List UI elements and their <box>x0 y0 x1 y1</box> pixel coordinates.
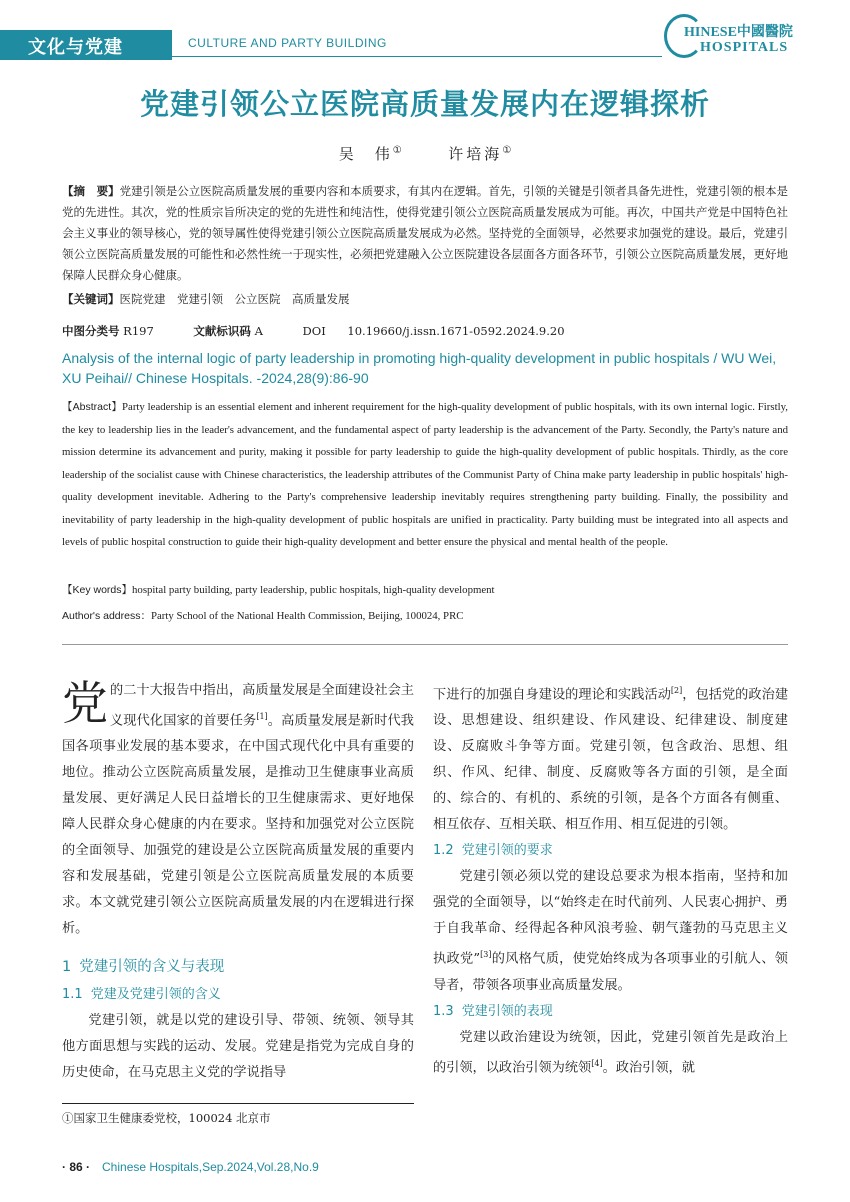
citation-ref: [2] <box>670 686 683 695</box>
subsection-heading: 1.2 党建引领的要求 <box>433 843 553 859</box>
section-title-cn: 文化与党建 <box>28 37 123 58</box>
keywords-cn-label: 【关键词】 <box>62 292 120 306</box>
subsection-heading: 1.3 党建引领的表现 <box>433 1003 553 1019</box>
author-name: 许培海 <box>448 145 503 163</box>
article-title: 党建引领公立医院高质量发展内在逻辑探析 <box>139 87 710 121</box>
clc-value: R197 <box>123 324 154 338</box>
citation-ref: [1] <box>256 712 268 721</box>
journal-citation: Chinese Hospitals,Sep.2024,Vol.28,No.9 <box>102 1160 319 1174</box>
citation-ref: [3] <box>480 950 492 960</box>
subsection-heading: 1.1 党建及党建引领的含义 <box>62 987 221 1003</box>
doc-value: A <box>254 324 263 338</box>
author-name: 吴 伟 <box>338 145 393 163</box>
keywords-cn <box>62 291 788 307</box>
doi-label: DOI <box>302 324 326 338</box>
drop-cap: 党 <box>62 676 108 730</box>
footnote-rule <box>62 1103 414 1104</box>
footnote: ①国家卫生健康委党校，100024 北京市 <box>62 1111 271 1125</box>
abstract-cn-text: 党建引领是公立医院高质量发展的重要内容和本质要求，有其内在逻辑。首先，引领的关键是引领者具备先进性，党建引领的根本是党的先进性。其次，党的性质宗旨所决定的党的先进性和纯洁性，使得党建引领公立医院高质量发展成为可能。再次，中国共产党是中国特色社会主义事业的领导核心，党的领导属性使得党建引领公立医院高质量发展成为必然。坚持党的全面领导，必然要求加强党的建设。最后，党建引领公立医院高质量发展的可能性和必然性统一于现实性，必须把党建融入公立医院建设各层面各方面各环节，引领公立医院高质量发展，更好地保障人民群众身心健康。 <box>62 184 788 282</box>
abstract-cn-label: 【摘 要】 <box>62 184 120 198</box>
doc-label: 文献标识码 <box>193 324 251 338</box>
abstract-en-text: Party leadership is an essential element and inherent requirement for the high-quality development of public hospitals, with its own internal logic. Firstly, the key to leadership lies in the leader's advancement, and the fundamental aspect of party leadership is the advancement of the Party. Secondly, the Party's nature and mission determine its advancement and purity, making it possible for party leadership to guide the high-quality development of public hospitals. Thirdly, as the core leadership of the socialist cause with Chinese characteristics, the leadership attributes of the Communist Party of China make party leadership in public hospitals' high-quality development inevitable. Adhering to the Party's comprehensive leadership inevitably requires strengthening party building. Finally, the possibility and inevitability of party leadership in the high-quality development of public hospitals are unified in practicality. Party building must be integrated into all aspects and levels of public hospital construction to guide their high-quality development and better ensure the physical and mental health of the people. <box>62 401 789 548</box>
abstract-cn <box>62 181 788 286</box>
keywords-cn-text: 医院党建 党建引领 公立医院 高质量发展 <box>119 292 350 306</box>
clc-label: 中图分类号 <box>62 324 120 338</box>
journal-logo <box>664 14 793 60</box>
body-paragraph: 党建引领必须以党的建设总要求为根本指南，坚持和加强党的全面领导，以“始终走在时代前列、人民衷心拥护、勇于自我革命、经得起各种风浪考验、朝气蓬勃的马克思主义执政党”[3]的风格气质，使党始终成为各项事业的引航人、领导者，带领各项事业高质量发展。 <box>433 869 788 993</box>
author-affiliation-mark: ① <box>502 145 512 156</box>
abstract-en-label: 【Abstract】 <box>62 401 123 413</box>
logo-line2: HOSPITALS <box>700 40 789 55</box>
body-paragraph: 党的二十大报告中指出，高质量发展是全面建设社会主义现代化国家的首要任务[1]。高质量发展是新时代我国各项事业发展的基本要求，在中国式现代化中具有重要的地位。推动公立医院高质量发展，是推动卫生健康事业高质量发展、更好满足人民日益增长的卫生健康需求、更好地保障人民群众身心健康的内在要求。坚持和加强党对公立医院的全面领导、加强党的建设是公立医院高质量发展的重要内容和发展基础，党建引领是公立医院高质量发展的本质要求。本文就党建引领公立医院高质量发展的内在逻辑进行探析。 <box>62 676 414 937</box>
section-divider <box>62 644 788 645</box>
section-heading: 1 党建引领的含义与表现 <box>62 959 225 976</box>
page-number: · 86 · <box>62 1160 91 1174</box>
keywords-en <box>62 582 788 597</box>
header-rule <box>172 56 662 57</box>
body-paragraph: 党建以政治建设为统领，因此，党建引领首先是政治上的引领，以政治引领为统领[4]。政治引领，就 <box>433 1029 788 1076</box>
logo-line1: HINESE中國醫院 <box>684 25 793 40</box>
english-title: Analysis of the internal logic of party leadership in promoting high-quality development in public hospitals / WU Wei, XU Peihai// Chinese Hospitals. -2024,28(9):86-90 <box>62 350 777 386</box>
author-list <box>0 143 850 164</box>
body-column-left <box>62 678 414 1086</box>
body-column-right <box>433 678 788 1081</box>
author-affiliation-mark: ① <box>392 145 402 156</box>
section-title-en: CULTURE AND PARTY BUILDING <box>188 36 387 50</box>
doi-value: 10.19660/j.issn.1671-0592.2024.9.20 <box>347 324 565 338</box>
page-footer <box>62 1160 319 1174</box>
keywords-en-label: 【Key words】 <box>62 584 133 596</box>
author-address <box>62 608 788 623</box>
abstract-en <box>62 396 788 554</box>
body-paragraph: 下进行的加强自身建设的理论和实践活动[2]，包括党的政治建设、思想建设、组织建设、作风建设、纪律建设、制度建设、反腐败斗争等方面。党建引领，包含政治、思想、组织、作风、纪律、制度、反腐败等各方面的引领，是全面的、综合的、有机的、系统的引领，是各个方面各有侧重、相互依存、互相关联、相互作用、相互促进的引领。 <box>433 686 789 833</box>
keywords-en-text: hospital party building, party leadership, public hospitals, high-quality development <box>132 584 495 596</box>
address-text: Party School of the National Health Commission, Beijing, 100024, PRC <box>150 610 464 622</box>
classification-line <box>62 323 601 339</box>
citation-ref: [4] <box>591 1058 603 1068</box>
address-label: Author's address： <box>62 610 151 622</box>
body-paragraph: 党建引领，就是以党的建设引导、带领、统领、领导其他方面思想与实践的运动、发展。党建是指党为完成自身的历史使命，在马克思主义党的学说指导 <box>62 1013 414 1081</box>
